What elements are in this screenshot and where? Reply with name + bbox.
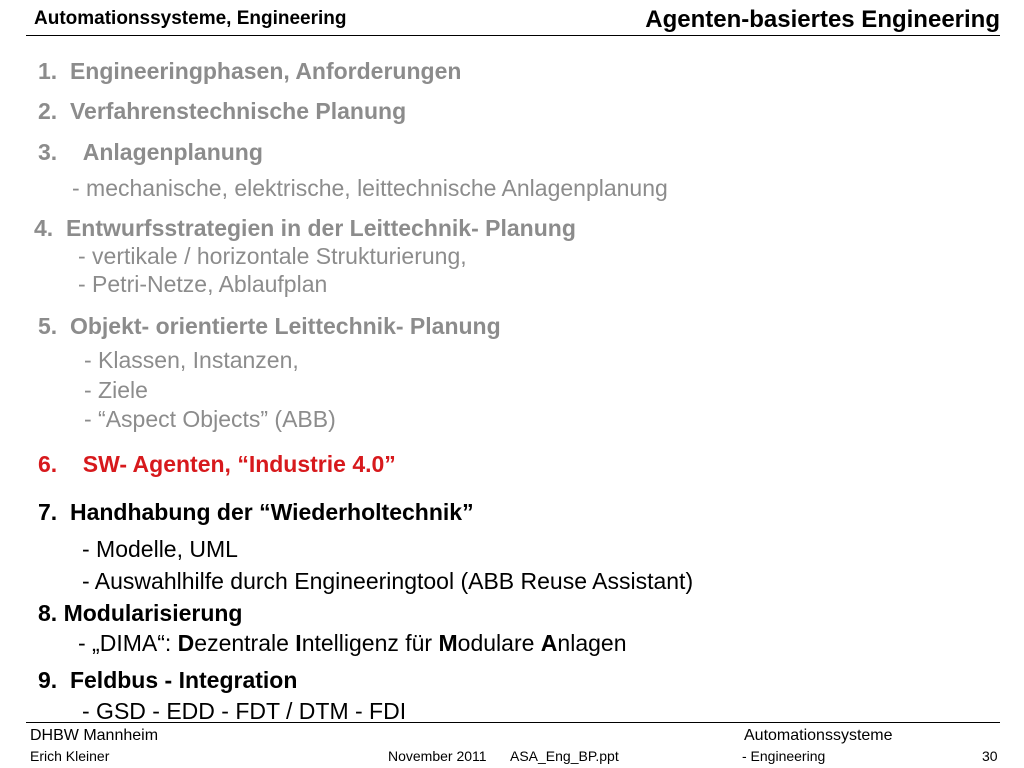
sub-item: - GSD - EDD - FDT / DTM - FDI — [82, 698, 407, 724]
item-title: Anlagenplanung — [82, 139, 263, 165]
sub-item: - Petri-Netze, Ablaufplan — [78, 271, 328, 297]
item-title: SW- Agenten, “Industrie 4.0” — [82, 451, 396, 477]
item-number: 8. — [38, 600, 58, 626]
page-number: 30 — [982, 748, 998, 764]
list-item-2 — [38, 98, 406, 125]
list-item-7 — [38, 499, 474, 526]
sub-item: - mechanische, elektrische, leittechnische Anlagenplanung — [72, 175, 668, 201]
sub-item: - Modelle, UML — [82, 536, 238, 562]
sub-item: - Auswahlhilfe durch Engineeringtool (ABB Reuse Assistant) — [82, 568, 694, 594]
list-item-3 — [38, 139, 263, 166]
footer-filename: ASA_Eng_BP.ppt — [510, 748, 619, 764]
footer-date: November 2011 — [388, 748, 487, 764]
sub-item: - Klassen, Instanzen, — [84, 347, 299, 373]
list-item-9 — [38, 667, 297, 694]
sub-item: - Ziele — [84, 377, 148, 403]
item-title: Objekt- orientierte Leittechnik- Planung — [69, 313, 501, 339]
item-number: 1. — [38, 58, 58, 84]
item-number: 5. — [38, 313, 58, 339]
list-item-6-current — [38, 451, 396, 478]
footer-course-line2: - Engineering — [742, 748, 826, 764]
header-divider — [26, 35, 1000, 36]
slide-title: Agenten-basiertes Engineering — [645, 6, 1000, 33]
item-title: Verfahrenstechnische Planung — [69, 98, 407, 124]
list-item-8 — [38, 600, 242, 627]
item-number: 3. — [38, 139, 58, 165]
item-title: Handhabung der “Wiederholtechnik” — [69, 499, 474, 525]
list-item-5 — [38, 313, 501, 340]
sub-item: - “Aspect Objects” (ABB) — [84, 406, 336, 432]
item-number: 7. — [38, 499, 58, 525]
dima-line: - „DIMA“: Dezentrale Intelligenz für Modulare Anlagen — [78, 630, 627, 656]
item-number: 9. — [38, 667, 58, 693]
item-title: Entwurfsstrategien in der Leittechnik- Planung — [65, 215, 576, 241]
item-title: Feldbus - Integration — [69, 667, 298, 693]
footer-school: DHBW Mannheim — [30, 727, 159, 744]
sub-item: - vertikale / horizontale Strukturierung, — [78, 243, 467, 269]
item-title: Engineeringphasen, Anforderungen — [69, 58, 462, 84]
course-title: Automationssysteme, Engineering — [34, 8, 347, 29]
footer-divider — [26, 722, 1000, 723]
item-number: 4. — [34, 215, 54, 241]
footer-course-line1: Automationssysteme — [744, 727, 893, 744]
list-item-4 — [34, 215, 576, 242]
item-number: 2. — [38, 98, 58, 124]
footer-author: Erich Kleiner — [30, 748, 110, 764]
item-number: 6. — [38, 451, 58, 477]
list-item-1 — [38, 58, 461, 85]
item-title: Modularisierung — [63, 600, 243, 626]
